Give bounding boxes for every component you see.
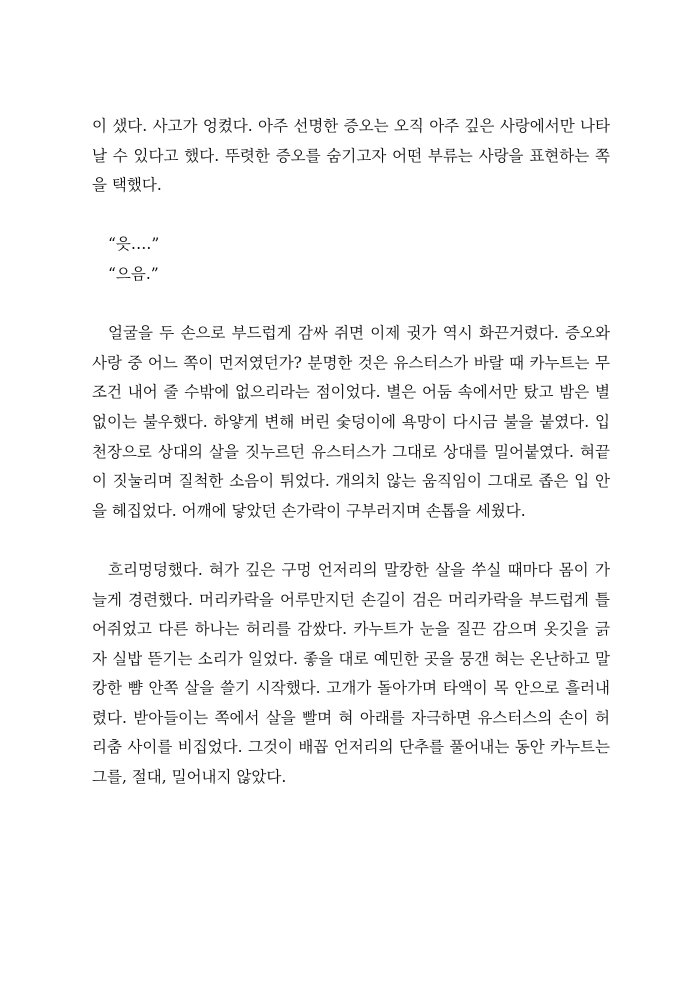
paragraph-1: 이 샜다. 사고가 엉켰다. 아주 선명한 증오는 오직 아주 깊은 사랑에서만 나타날 수 있다고 했다. 뚜렷한 증오를 숨기고자 어떤 부류는 사랑을 표현하는 쪽을 택했다. <box>92 117 610 195</box>
paragraph-gap <box>92 526 610 556</box>
paragraph-gap <box>92 201 610 231</box>
paragraph-gap <box>92 290 610 320</box>
dialogue-block <box>92 230 610 289</box>
paragraph-3: 흐리멍덩했다. 혀가 깊은 구멍 언저리의 말캉한 살을 쑤실 때마다 몸이 가늘게 경련했다. 머리카락을 어루만지던 손길이 검은 머리카락을 부드럽게 틀어쥐었고 다른 하나는 허리를 감쌌다. 카누트가 눈을 질끈 감으며 옷깃을 긁자 실밥 뜯기는 소리가 일었다. 좋을 대로 예민한 곳을 뭉갠 혀는 온난하고 말캉한 뺨 안쪽 살을 쓸기 시작했다. 고개가 돌아가며 타액이 목 안으로 흘러내렸다. 받아들이는 쪽에서 살을 빨며 혀 아래를 자극하면 유스터스의 손이 허리춤 사이를 비집었다. 그것이 배꼽 언저리의 단추를 풀어내는 동안 카누트는 그를, 절대, 밀어내지 않았다. <box>92 560 610 787</box>
dialogue-line-1: “읏….” <box>108 235 160 254</box>
dialogue-line-2: “으음.” <box>108 264 159 283</box>
document-page <box>92 112 610 793</box>
paragraph-2: 얼굴을 두 손으로 부드럽게 감싸 쥐면 이제 귓가 역시 화끈거렸다. 증오와 사랑 중 어느 쪽이 먼저였던가? 분명한 것은 유스터스가 바랄 때 카누트는 무조건 내어 줄 수밖에 없으리라는 점이었다. 별은 어둠 속에서만 탔고 밤은 별 없이는 불우했다. 하얗게 변해 버린 숯덩이에 욕망이 다시금 불을 붙였다. 입천장으로 상대의 살을 짓누르던 유스터스가 그대로 상대를 밀어붙였다. 혀끝이 짓눌리며 질척한 소음이 튀었다. 개의치 않는 움직임이 그대로 좁은 입 안을 헤집었다. 어깨에 닿았던 손가락이 구부러지며 손톱을 세웠다. <box>92 324 610 520</box>
